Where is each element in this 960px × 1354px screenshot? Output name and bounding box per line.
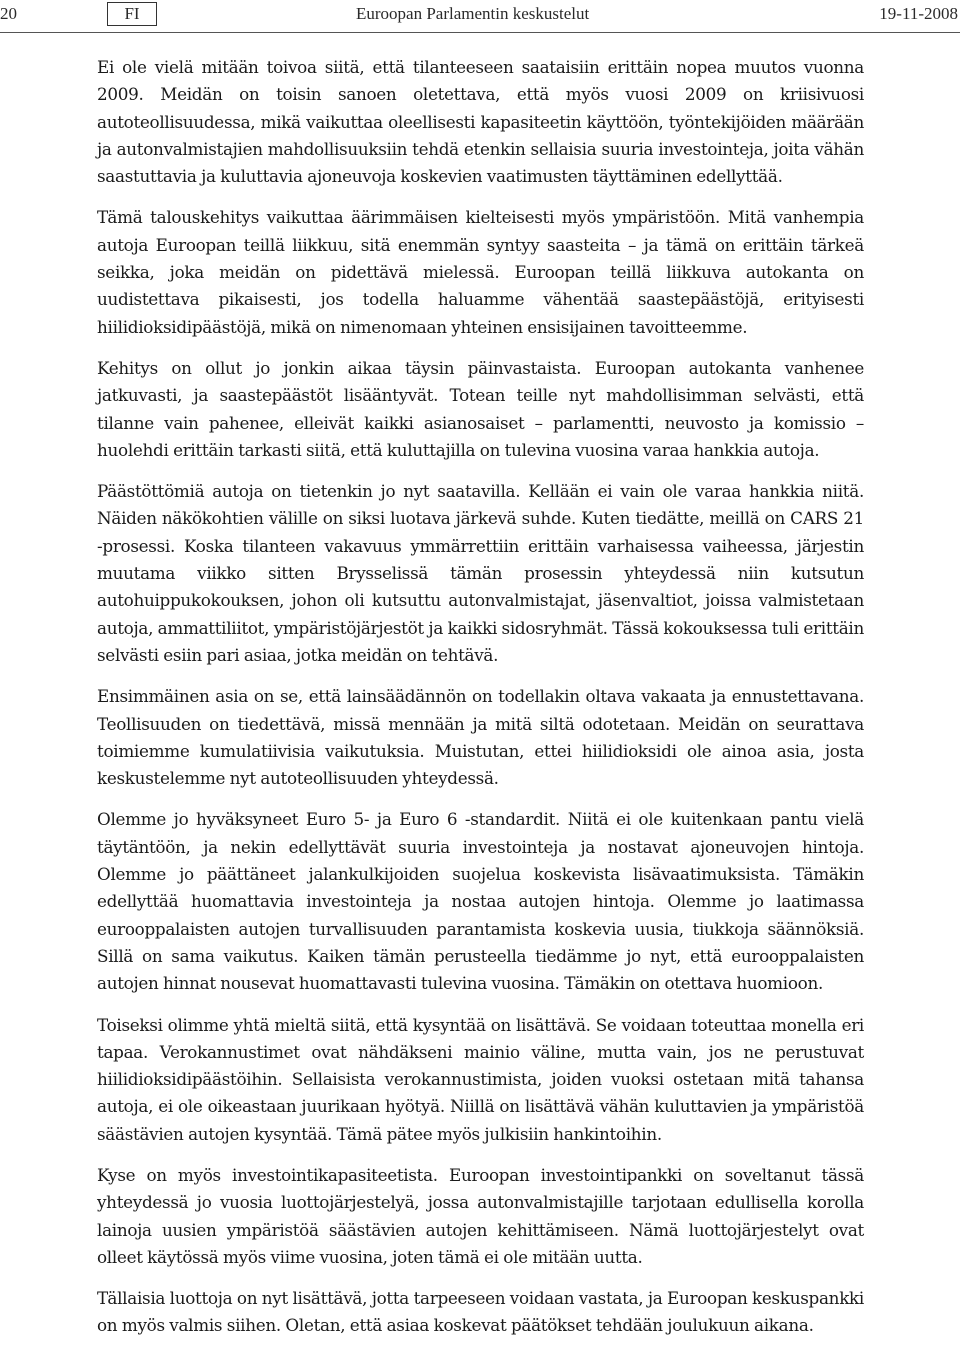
language-code-box: FI — [107, 2, 157, 26]
document-date: 19-11-2008 — [879, 4, 958, 23]
paragraph-6: Olemme jo hyväksyneet Euro 5- ja Euro 6 -standardit. Niitä ei ole kuitenkaan pantu vielä täytäntöön, ja nekin edellyttävät suuria investointeja ja nostavat ajoneuvojen hintoja. Olemme jo päättäneet jalankulkijoiden suojelua koskevista lisävaatimuksista. Tämäkin edellyttää huomattavia investointeja ja nostaa autojen hintoja. Olemme jo laatimassa eurooppalaisten autojen turvallisuuden parantamista koskevia uusia, tiukkoja säännöksiä. Sillä on sama vaikutus. Kaiken tämän perusteella tiedämme jo nyt, että eurooppalaisten autojen hinnat nousevat huomattavasti tulevina vuosina. Tämäkin on otettava huomioon. — [97, 809, 864, 994]
paragraph-4: Päästöttömiä autoja on tietenkin jo nyt saatavilla. Kellään ei vain ole varaa hankkia niitä. Näiden näkökohtien välille on siksi luotava järkevä suhde. Kuten tiedätte, meillä on CARS 21 -prosessi. Koska tilanteen vakavuus ymmärrettiin erittäin varhaisessa vaiheessa, järjestin muutama viikko sitten Brysselissä tämän prosessin yhteydessä niin kutsutun autohuippukokouksen, johon oli kutsuttu autonvalmistajat, jäsenvaltiot, joissa valmistetaan autoja, ammattiliitot, ympäristöjärjestöt ja kaikki sidosryhmät. Tässä kokouksessa tuli erittäin selvästi esiin pari asiaa, jotka meidän on tehtävä. — [97, 481, 864, 665]
paragraph-7: Toiseksi olimme yhtä mieltä siitä, että kysyntää on lisättävä. Se voidaan toteuttaa monella eri tapaa. Verokannustimet ovat nähdäkseni mainio väline, mutta vain, jos ne perustuvat hiilidioksidipäästöihin. Sellaisista verokannustimista, joiden vuoksi ostetaan mitä tahansa autoja, ei ole oikeastaan juurikaan hyötyä. Niillä on lisättävä vähän kuluttavien ja ympäristöä säästävien autojen kysyntää. Tämä pätee myös julkisiin hankintoihin. — [97, 1014, 864, 1144]
paragraph-9: Tällaisia luottoja on nyt lisättävä, jotta tarpeeseen voidaan vastata, ja Euroopan keskuspankki on myös valmis siihen. Oletan, että asiaa koskevat päätökset tehdään joulukuun aikana. — [97, 1288, 864, 1336]
paragraph-1: Ei ole vielä mitään toivoa siitä, että tilanteeseen saataisiin erittäin nopea muutos vuonna 2009. Meidän on toisin sanoen oletettava, että myös vuosi 2009 on kriisivuosi autoteollisuudessa, mikä vaikuttaa oleellisesti kapasiteetin käyttöön, työntekijöiden määrään ja autonvalmistajien mahdollisuuksiin tehdä etenkin sellaisia suuria investointeja, joita vähän saastuttavia ja kuluttavia ajoneuvoja koskevien vaatimusten täyttäminen edellyttää. — [97, 57, 864, 187]
page-header — [0, 0, 960, 33]
paragraph-5: Ensimmäinen asia on se, että lainsäädännön on todellakin oltava vakaata ja ennustettavana. Teollisuuden on tiedettävä, missä mennään ja mitä siltä odotetaan. Meidän on seurattava toimiemme kumulatiivisia vaikutuksia. Muistutan, ettei hiilidioksidi ole ainoa asia, josta keskustelemme nyt autoteollisuuden yhteydessä. — [97, 686, 864, 789]
paragraph-3: Kehitys on ollut jo jonkin aikaa täysin päinvastaista. Euroopan autokanta vanhenee jatkuvasti, ja saastepäästöt lisääntyvät. Totean teille nyt mahdollisimman selvästi, että tilanne vain pahenee, elleivät kaikki asianosaiset – parlamentti, neuvosto ja komissio – huolehdi erittäin tarkasti siitä, että kuluttajilla on tulevina vuosina varaa hankkia autoja. — [97, 357, 864, 460]
paragraph-2: Tämä talouskehitys vaikuttaa äärimmäisen kielteisesti myös ympäristöön. Mitä vanhempia autoja Euroopan teillä liikkuu, sitä enemmän syntyy saasteita – ja tämä on erittäin tärkeä seikka, joka meidän on pidettävä mielessä. Euroopan teillä liikkuva autokanta on uudistettava pikaisesti, jos todella haluamme vähentää saastepäästöjä, erityisesti hiilidioksidipäästöjä, mikä on nimenomaan yhteinen ensisijainen tavoitteemme. — [97, 207, 864, 337]
paragraph-8: Kyse on myös investointikapasiteetista. Euroopan investointipankki on soveltanut tässä yhteydessä jo vuosia luottojärjestelyä, jossa autonvalmistajille tarjotaan edullisella korolla lainoja uusien ympäristöä säästävien autojen kehittämiseen. Nämä luottojärjestelyt ovat olleet käytössä myös viime vuosina, joten tämä ei ole mitään uutta. — [97, 1164, 864, 1267]
document-title: Euroopan Parlamentin keskustelut — [356, 4, 590, 23]
page-number: 20 — [0, 4, 17, 23]
document-body — [97, 54, 864, 1354]
